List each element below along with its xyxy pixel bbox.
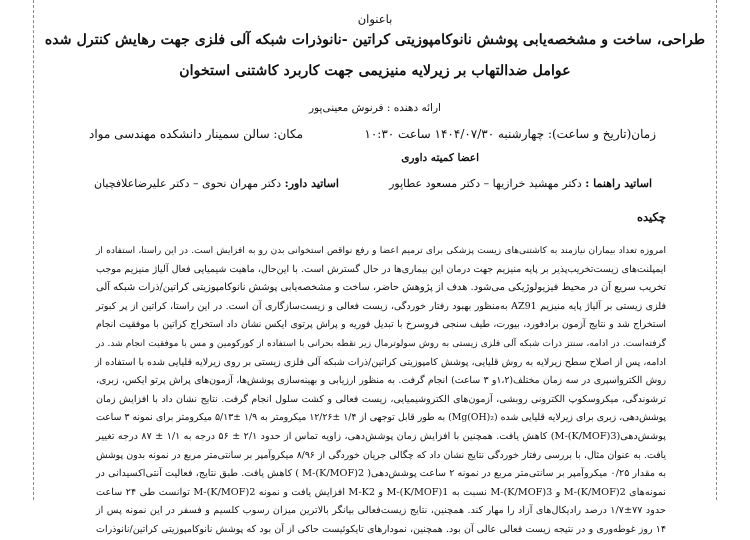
- abstract-line: نمونه‌های M-(K/MOF)2 و M-(K/MOF)3 نسبت به M-(K/MOF)1 و M-K2 افزایش یافت و نمونه M-(K/MOF)2 توانست طی ۲۴ ساعت: [96, 486, 667, 498]
- with-title-label: باعنوان: [357, 12, 393, 26]
- abstract-line: فلزی زیستی بر آلیاژ پایه منیزیم AZ91 به‌منظور بهبود رفتار خوردگی، زیست فعالی و زیست‌سازگاری آن است. در این راستا، کراتین از پر کبوتر: [96, 300, 666, 312]
- abstract-line: ایمپلنت‌های زیست‌تخریب‌پذیر بر پایه منیزیم جهت درمان این بیماری‌ها در حال گسترش است. با این‌حال، ماهیت شیمیایی فعال آلیاژ منیزیم موجب: [96, 263, 666, 275]
- referees: [94, 177, 339, 190]
- abstract-line: ۱۴ روز غوطه‌وری و در نتیجه زیست فعالی عالی آن بود. همچنین، نمودارهای تایکوئیست حاکی از آن بود که پوشش نانوکامپوزیتی کراتین/نانوذرات: [96, 523, 666, 535]
- presenter: ارائه دهنده : فرنوش معینی‌پور: [309, 102, 441, 114]
- abstract-line: امروزه تعداد بیماران نیازمند به کاشتنی‌های زیست پزشکی برای ترمیم اعضا و رفع نواقص استخوانی بدن رو به افزایش است. در این راستا، استفاده از: [96, 246, 666, 256]
- abstract-line: به مقدار ۰/۲۵ میکروآمپر بر سانتی‌متر مربع در نمونه ۲ ساعت پوشش‌دهی( M-(K/MOF)2 ) کاهش یافت. طبق نتایج، فعالیت آنتی‌اکسیدانی در: [96, 468, 667, 480]
- abstract-line: حدود ۷۷±۱/۷ درصد رادیکال‌های آزاد را مهار کند. همچنین، نتایج زیست‌فعالی بیانگر بالاترین میزان رسوب کلسیم و فسفر در این نمونه پس از: [96, 505, 666, 517]
- abstract-line: روش الکترواسپری در سه زمان مختلف(۱،۲و ۳ ساعت) انجام گرفت. به منظور ارزیابی و بهینه‌سازی پوشش‌ها، آزمون‌های پراش پرتو ایکس، زبری،: [96, 375, 667, 387]
- abstract-line: پوشش‌دهی(M-(K/MOF)3) کاهش یافت. همچنین با افزایش زمان پوشش‌دهی، زاویه تماس از حدود ۲/۱ ± ۵۶ درجه به ۱/۱ ± ۸۷ درجه تغییر: [96, 430, 666, 442]
- meeting-place: مکان: سالن سمینار دانشکده مهندسی مواد: [89, 127, 304, 141]
- abstract-line: تخریب سریع آن در محیط فیزیولوژیکی می‌شود. هدف از پژوهش حاضر، ساخت و مشخصه‌یابی پوشش نانوکامپوزیتی کراتین/ذرات شبکه آلی: [96, 282, 666, 294]
- abstract-body: [96, 242, 666, 540]
- abstract-heading: چکیده: [637, 210, 666, 224]
- abstract-line: یافت. به عنوان مثال، با بررسی رفتار خوردگی نتایج نشان داد که چگالی جریان خوردگی از ۸/۹۶ میکروآمپر بر سانتی‌متر مربع در نمونه بدون پوشش: [96, 449, 666, 461]
- supervisors-names: دکتر مهشید خرازیها – دکتر مسعود عطاپور: [389, 177, 582, 190]
- abstract-line: استخراج شد و نتایج آزمون برادفورد، بیورت، طیف سنجی فروسرخ با تبدیل فوریه و پراش پرتوی ایکس نشان داد استخراج کراتین با موفقیت انجام: [96, 319, 666, 331]
- abstract-line: پوشش‌دهی، زبری برای زیرلایه قلیایی شده (Mg(OH)₂) به طور قابل توجهی از ۱/۴ ±۱۲/۲۶ میکرومتر به ۱/۹ ±۵/۱۳ میکرومتر برای نمونه ۳ ساعت: [96, 412, 666, 424]
- thesis-title-line-2: عوامل ضدالتهاب بر زیرلایه منیزیمی جهت کاربرد کاشتنی استخوان: [179, 63, 571, 79]
- meeting-time: زمان(تاریخ و ساعت): چهارشنبه ۱۴۰۴/۰۷/۳۰ ساعت ۱۰:۳۰: [364, 127, 656, 141]
- supervisors: [389, 177, 652, 190]
- thesis-title-line-1: طراحی، ساخت و مشخصه‌یابی پوشش نانوکامپوزیتی کراتین -نانوذرات شبکه آلی فلزی جهت رهایش کنترل شده: [44, 32, 706, 48]
- committee-heading: اعضا کمیته داوری: [401, 152, 479, 164]
- referees-names: دکتر مهران نحوی – دکتر علیرضاعلافچیان: [94, 177, 282, 190]
- abstract-line: ادامه، پس از اصلاح سطح زیرلایه به روش قلیایی، پوشش کامپوزیتی کراتین/ذرات شبکه آلی فلزی زیستی بر روی زیرلایه قلیایی شده با استفاده از: [94, 356, 666, 368]
- abstract-line: گرفته‌است. در ادامه، سنتز ذرات شبکه آلی فلزی زیستی به روش سولوترمال زیر نقطه بحرانی با استفاده از کورکومین و مس با موفقیت انجام شد. در: [96, 338, 666, 349]
- page-border-right: [716, 0, 717, 500]
- referees-label: اساتید داور:: [284, 177, 339, 190]
- seminar-announcement-page: [34, 0, 716, 535]
- supervisors-label: اساتید راهنما :: [585, 177, 652, 190]
- abstract-line: ترشوندگی، میکروسکوپ الکترونی روبشی، آزمون‌های الکتروشیمیایی، زیست فعالی و کشت سلول انجام گرفت. نتایج نشان داد با افزایش زمان: [96, 393, 666, 405]
